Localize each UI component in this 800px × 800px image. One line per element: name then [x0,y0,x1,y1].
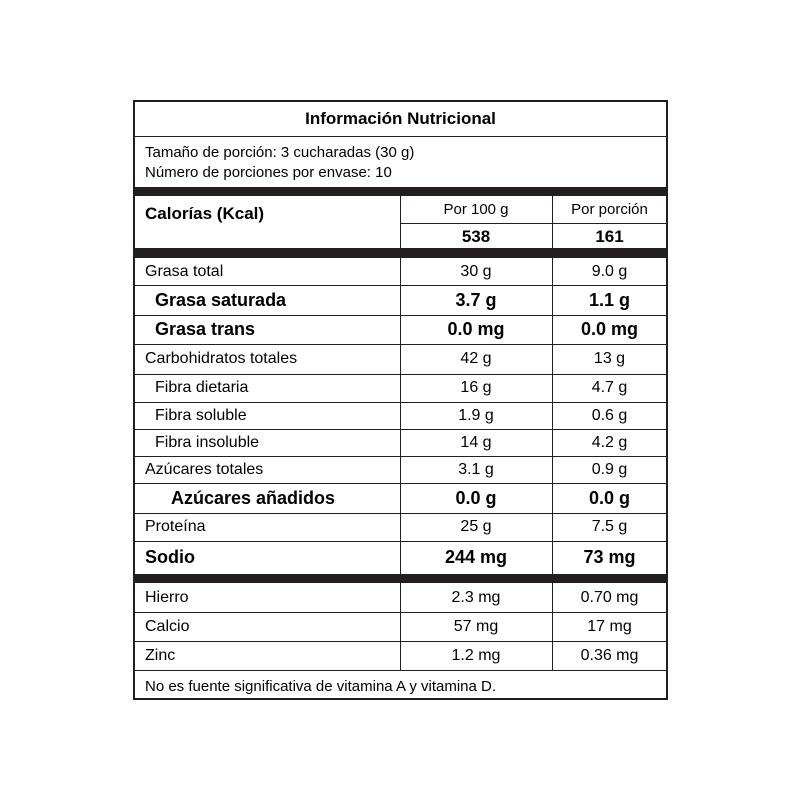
nutrient-label: Calcio [145,618,190,635]
value-per-100g: 16 g [460,379,492,396]
table-row-proteina [135,513,666,541]
nutrient-label: Azúcares totales [145,461,264,478]
table-row-carbohidratos-totales [135,344,666,374]
table-row-zinc [135,641,666,670]
value-per-serving: 7.5 g [591,518,628,535]
divider-header-calories [400,223,666,224]
nutrient-label: Grasa trans [155,319,256,339]
nutrient-label: Carbohidratos totales [145,350,298,367]
nutrient-label: Hierro [145,589,189,606]
nutrient-label: Grasa saturada [155,290,287,310]
nutrient-label: Fibra soluble [155,407,247,424]
value-per-serving: 0.0 g [588,488,631,508]
table-row-hierro [135,583,666,612]
value-per-100g: 57 mg [453,618,499,635]
calories-label: Calorías (Kcal) [145,204,265,223]
value-per-100g: 0.0 g [455,488,497,508]
value-per-100g: 3.1 g [458,461,494,478]
value-per-serving: 4.2 g [591,434,628,451]
col-header-per-100g: Por 100 g [443,201,509,218]
value-per-serving: 1.1 g [588,290,631,310]
table-row-sodio [135,541,666,574]
divider-thick-serving [135,187,666,196]
nutrient-label: Proteína [145,518,206,535]
divider-thick-calories [135,248,666,258]
nutrient-label: Sodio [145,547,195,567]
value-per-100g: 14 g [460,434,492,451]
value-per-serving: 9.0 g [591,263,628,280]
col-divider-1-calories [400,196,401,248]
value-per-serving: 0.36 mg [580,647,639,664]
nutrient-label: Azúcares añadidos [171,488,336,508]
value-per-serving: 0.9 g [591,461,628,478]
table-row-grasa-trans [135,315,666,344]
col-header-per-serving: Por porción [571,201,648,218]
nutrition-facts-panel [133,100,668,700]
nutrient-label: Fibra dietaria [155,379,249,396]
table-row-azucares-anadidos [135,483,666,513]
table-row-azucares-totales [135,456,666,483]
value-per-100g: 1.2 mg [451,647,501,664]
table-row-fibra-insoluble [135,429,666,456]
calories-per-100g: 538 [461,227,491,246]
value-per-100g: 1.9 g [458,407,494,424]
footnote: No es fuente significativa de vitamina A y vitamina D. [145,678,497,695]
divider-footnote [135,670,666,671]
value-per-100g: 30 g [460,263,492,280]
value-per-serving: 73 mg [583,547,636,567]
nutrient-label: Grasa total [145,263,224,280]
table-row-grasa-total [135,258,666,285]
table-row-grasa-saturada [135,285,666,315]
value-per-100g: 244 mg [444,547,508,567]
calories-per-serving: 161 [595,227,624,246]
servings-per-container: Número de porciones por envase: 10 [145,164,392,181]
value-per-serving: 0.6 g [591,407,628,424]
value-per-serving: 17 mg [587,618,632,635]
divider-thick-sodium [135,574,666,583]
value-per-100g: 42 g [460,350,492,367]
serving-size: Tamaño de porción: 3 cucharadas (30 g) [145,144,415,161]
value-per-serving: 0.0 mg [580,319,639,339]
value-per-serving: 4.7 g [591,379,628,396]
table-row-fibra-dietaria [135,374,666,402]
value-per-100g: 3.7 g [455,290,497,310]
value-per-100g: 0.0 mg [447,319,505,339]
col-divider-2-calories [552,196,553,248]
table-row-calcio [135,612,666,641]
value-per-100g: 25 g [460,518,492,535]
value-per-serving: 13 g [593,350,626,367]
table-row-fibra-soluble [135,402,666,429]
nutrient-label: Zinc [145,647,176,664]
nutrient-label: Fibra insoluble [155,434,260,451]
value-per-serving: 0.70 mg [580,589,639,606]
panel-title: Información Nutricional [305,109,496,128]
value-per-100g: 2.3 mg [451,589,501,606]
divider-title [135,136,666,137]
